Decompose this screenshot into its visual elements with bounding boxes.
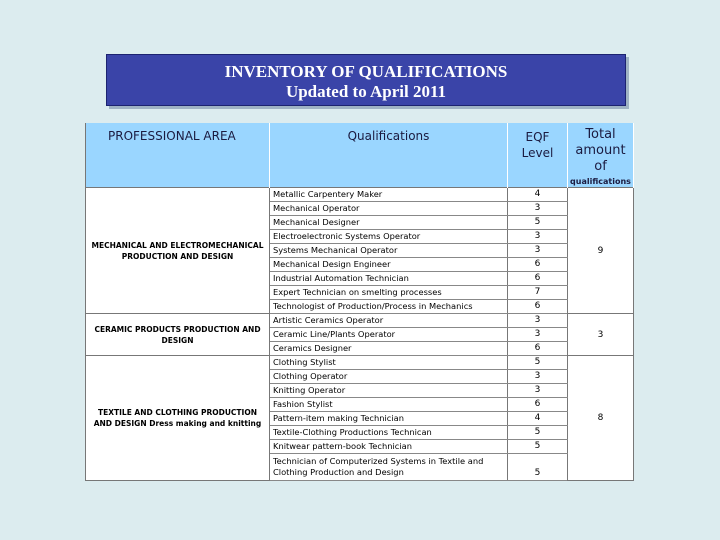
eqf-level-cell: 3	[508, 202, 568, 216]
table-header-row	[86, 123, 634, 188]
eqf-level-cell: 4	[508, 412, 568, 426]
eqf-level-cell: 5	[508, 356, 568, 370]
eqf-level-cell: 6	[508, 258, 568, 272]
qualification-cell: Fashion Stylist	[270, 398, 508, 412]
header-total-line1: Total	[585, 127, 616, 142]
qualification-cell: Pattern-item making Technician	[270, 412, 508, 426]
eqf-level-cell: 7	[508, 286, 568, 300]
page-title: INVENTORY OF QUALIFICATIONS	[224, 62, 508, 81]
qualification-cell: Ceramics Designer	[270, 342, 508, 356]
eqf-level-cell: 5	[508, 454, 568, 481]
qualification-cell: Mechanical Designer	[270, 216, 508, 230]
professional-area-cell: MECHANICAL AND ELECTROMECHANICAL PRODUCTION AND DESIGN	[86, 188, 270, 314]
qualification-cell: Metallic Carpentery Maker	[270, 188, 508, 202]
table-row	[86, 188, 634, 202]
header-professional-area: PROFESSIONAL AREA	[86, 123, 270, 188]
total-amount-cell: 3	[568, 314, 634, 356]
total-amount-cell: 8	[568, 356, 634, 481]
eqf-level-cell: 3	[508, 328, 568, 342]
professional-area-cell: CERAMIC PRODUCTS PRODUCTION AND DESIGN	[86, 314, 270, 356]
qualification-cell: Expert Technician on smelting processes	[270, 286, 508, 300]
qualification-cell: Mechanical Operator	[270, 202, 508, 216]
qualification-cell: Textile-Clothing Productions Technican	[270, 426, 508, 440]
eqf-level-cell: 3	[508, 370, 568, 384]
header-eqf-line2: Level	[521, 146, 554, 160]
table-body	[86, 188, 634, 481]
qualification-cell: Clothing Stylist	[270, 356, 508, 370]
header-qualifications: Qualifications	[270, 123, 508, 188]
professional-area-cell: TEXTILE AND CLOTHING PRODUCTION AND DESIGN Dress making and knitting	[86, 356, 270, 481]
header-eqf-level	[508, 123, 568, 188]
eqf-level-cell: 3	[508, 244, 568, 258]
eqf-level-cell: 6	[508, 300, 568, 314]
eqf-level-cell: 6	[508, 342, 568, 356]
qualification-cell: Technician of Computerized Systems in Textile and Clothing Production and Design	[270, 454, 508, 481]
eqf-level-cell: 3	[508, 230, 568, 244]
header-total-line2: amount	[575, 143, 626, 158]
qualification-cell: Technologist of Production/Process in Mechanics	[270, 300, 508, 314]
eqf-level-cell: 3	[508, 384, 568, 398]
page-subtitle: Updated to April 2011	[285, 82, 447, 101]
qualification-cell: Systems Mechanical Operator	[270, 244, 508, 258]
qualification-cell: Artistic Ceramics Operator	[270, 314, 508, 328]
title-banner	[106, 54, 626, 106]
qualification-cell: Industrial Automation Technician	[270, 272, 508, 286]
qualification-cell: Clothing Operator	[270, 370, 508, 384]
eqf-level-cell: 5	[508, 216, 568, 230]
eqf-level-cell: 3	[508, 314, 568, 328]
eqf-level-cell: 5	[508, 426, 568, 440]
eqf-level-cell: 6	[508, 272, 568, 286]
qualification-cell: Knitting Operator	[270, 384, 508, 398]
eqf-level-cell: 5	[508, 440, 568, 454]
table-row	[86, 314, 634, 328]
eqf-level-cell: 4	[508, 188, 568, 202]
qualification-cell: Ceramic Line/Plants Operator	[270, 328, 508, 342]
header-total-line4: qualifications	[570, 177, 631, 186]
header-eqf-line1: EQF	[525, 130, 550, 144]
eqf-level-cell: 6	[508, 398, 568, 412]
qualification-cell: Knitwear pattern-book Technician	[270, 440, 508, 454]
qualifications-table	[85, 123, 634, 481]
table-row	[86, 356, 634, 370]
qualification-cell: Electroelectronic Systems Operator	[270, 230, 508, 244]
total-amount-cell: 9	[568, 188, 634, 314]
header-total-amount	[568, 123, 634, 188]
qualification-cell: Mechanical Design Engineer	[270, 258, 508, 272]
header-total-line3: of	[594, 159, 607, 174]
